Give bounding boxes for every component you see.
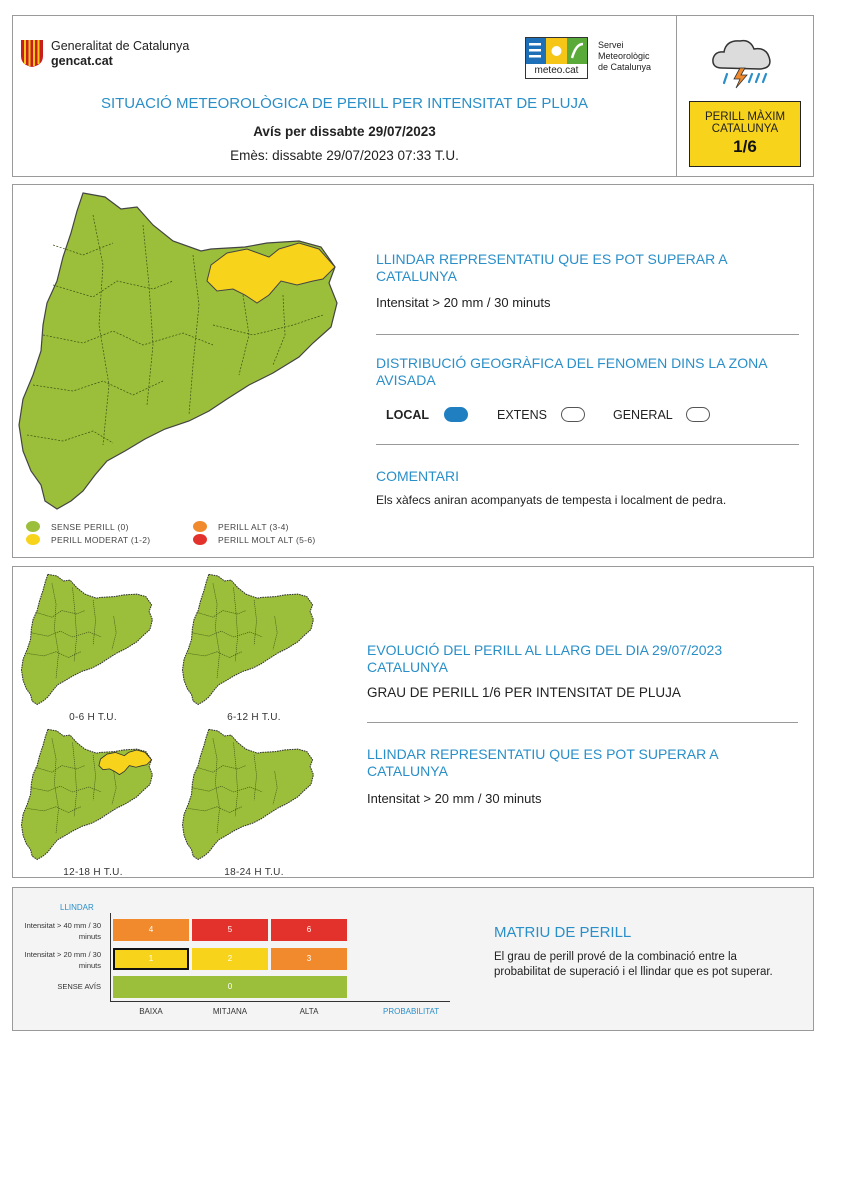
max-danger-badge: [689, 101, 801, 167]
legend-dot-red: [193, 534, 207, 545]
evolution-title: EVOLUCIÓ DEL PERILL AL LLARG DEL DIA 29/07/2023 CATALUNYA: [367, 642, 723, 675]
matrix-col-alta: ALTA: [299, 1007, 319, 1016]
legend-dot-orange: [193, 521, 207, 532]
max-danger-line-2: CATALUNYA: [711, 123, 779, 135]
legend-label-yellow: PERILL MODERAT (1-2): [51, 535, 151, 545]
max-danger-line-1: PERILL MÀXIM: [704, 111, 786, 123]
warning-date: Avís per dissabte 29/07/2023: [253, 124, 436, 139]
situation-box: [12, 184, 814, 558]
matrix-col-mitjana: MITJANA: [212, 1007, 248, 1016]
matrix-title: MATRIU DE PERILL: [494, 924, 632, 941]
mini-map-6-12: [180, 570, 320, 708]
option-extens-label: EXTENS: [497, 408, 548, 422]
matrix-x-axis: [110, 1001, 450, 1002]
legend-label-red: PERILL MOLT ALT (5-6): [218, 535, 316, 545]
divider-2: [376, 444, 799, 445]
meteocat-domain: meteo.cat: [534, 65, 579, 76]
region-green: [19, 193, 337, 509]
evolution-threshold-title: LLINDAR REPRESENTATIU QUE ES POT SUPERAR A CATALUNYA: [367, 746, 718, 779]
time-label-0-6: 0-6 H T.U.: [69, 712, 117, 723]
matrix-y-title: LLINDAR: [60, 903, 94, 912]
page-title: SITUACIÓ METEOROLÒGICA DE PERILL PER INTENSITAT DE PLUJA: [100, 95, 589, 112]
mini-map-18-24: [180, 725, 320, 863]
time-label-12-18: 12-18 H T.U.: [63, 867, 123, 878]
legend-dot-green: [26, 521, 40, 532]
legend-label-orange: PERILL ALT (3-4): [218, 522, 289, 532]
option-local-indicator: [444, 407, 468, 422]
evolution-threshold-value: Intensitat > 20 mm / 30 minuts: [367, 791, 542, 806]
header-divider: [676, 16, 677, 176]
distribution-title: DISTRIBUCIÓ GEOGRÀFICA DEL FENOMEN DINS LA ZONA AVISADA: [376, 355, 767, 388]
time-label-18-24: 18-24 H T.U.: [224, 867, 284, 878]
option-general-indicator: [686, 407, 710, 422]
gov-name: Generalitat de Catalunya: [51, 39, 190, 53]
legend-label-green: SENSE PERILL (0): [51, 522, 129, 532]
meteocat-emblem-icon: [526, 38, 587, 64]
matrix-col-baixa: BAIXA: [139, 1007, 163, 1016]
evolution-divider: [367, 722, 798, 723]
matrix-cell-0: 0: [113, 976, 347, 998]
header-box: [12, 15, 814, 177]
matrix-row-label-none: SENSE AVÍS: [57, 982, 101, 991]
divider-1: [376, 334, 799, 335]
legend-dot-yellow: [26, 534, 40, 545]
max-danger-value: 1/6: [733, 137, 757, 156]
threshold-value: Intensitat > 20 mm / 30 minuts: [376, 295, 551, 310]
matrix-y-axis: [110, 913, 111, 1001]
evolution-box: [12, 566, 814, 878]
issued-time: Emès: dissabte 29/07/2023 07:33 T.U.: [230, 148, 459, 163]
matrix-cell-3: 3: [271, 948, 347, 970]
comment-title: COMENTARI: [376, 468, 459, 484]
matrix-cell-2: 2: [192, 948, 268, 970]
matrix-text: El grau de perill prové de la combinació entre la probabilitat de superació i el llindar que es pot superar.: [494, 951, 773, 978]
option-extens-indicator: [561, 407, 585, 422]
matrix-cell-4: 4: [113, 919, 189, 941]
mini-map-12-18: [19, 725, 159, 863]
storm-cloud-icon: [710, 36, 776, 95]
gov-domain: gencat.cat: [51, 54, 113, 68]
matrix-box: [12, 887, 814, 1031]
matrix-row-label-high: Intensitat > 40 mm / 30 minuts: [24, 921, 101, 941]
catalonia-danger-map: [13, 185, 353, 515]
meteo-service-line-3: de Catalunya: [598, 62, 652, 72]
matrix-cell-1: 1: [113, 948, 189, 970]
meteo-service-line-1: Servei: [598, 40, 624, 50]
matrix-cell-6: 6: [271, 919, 347, 941]
matrix-row-label-mid: Intensitat > 20 mm / 30 minuts: [24, 950, 101, 970]
meteocat-logo: [525, 37, 588, 79]
threshold-title: LLINDAR REPRESENTATIU QUE ES POT SUPERAR A CATALUNYA: [376, 251, 727, 284]
matrix-x-title: PROBABILITAT: [383, 1007, 440, 1016]
time-label-6-12: 6-12 H T.U.: [227, 712, 281, 723]
generalitat-logo: [19, 38, 45, 73]
comment-text: Els xàfecs aniran acompanyats de tempesta i localment de pedra.: [376, 493, 727, 507]
meteo-service-line-2: Meteorològic: [598, 51, 650, 61]
evolution-grade: GRAU DE PERILL 1/6 PER INTENSITAT DE PLUJA: [367, 685, 681, 700]
generalitat-emblem-icon: [19, 38, 45, 68]
option-local-label: LOCAL: [386, 408, 430, 422]
option-general-label: GENERAL: [613, 408, 673, 422]
matrix-cell-5: 5: [192, 919, 268, 941]
mini-map-0-6: [19, 570, 159, 708]
